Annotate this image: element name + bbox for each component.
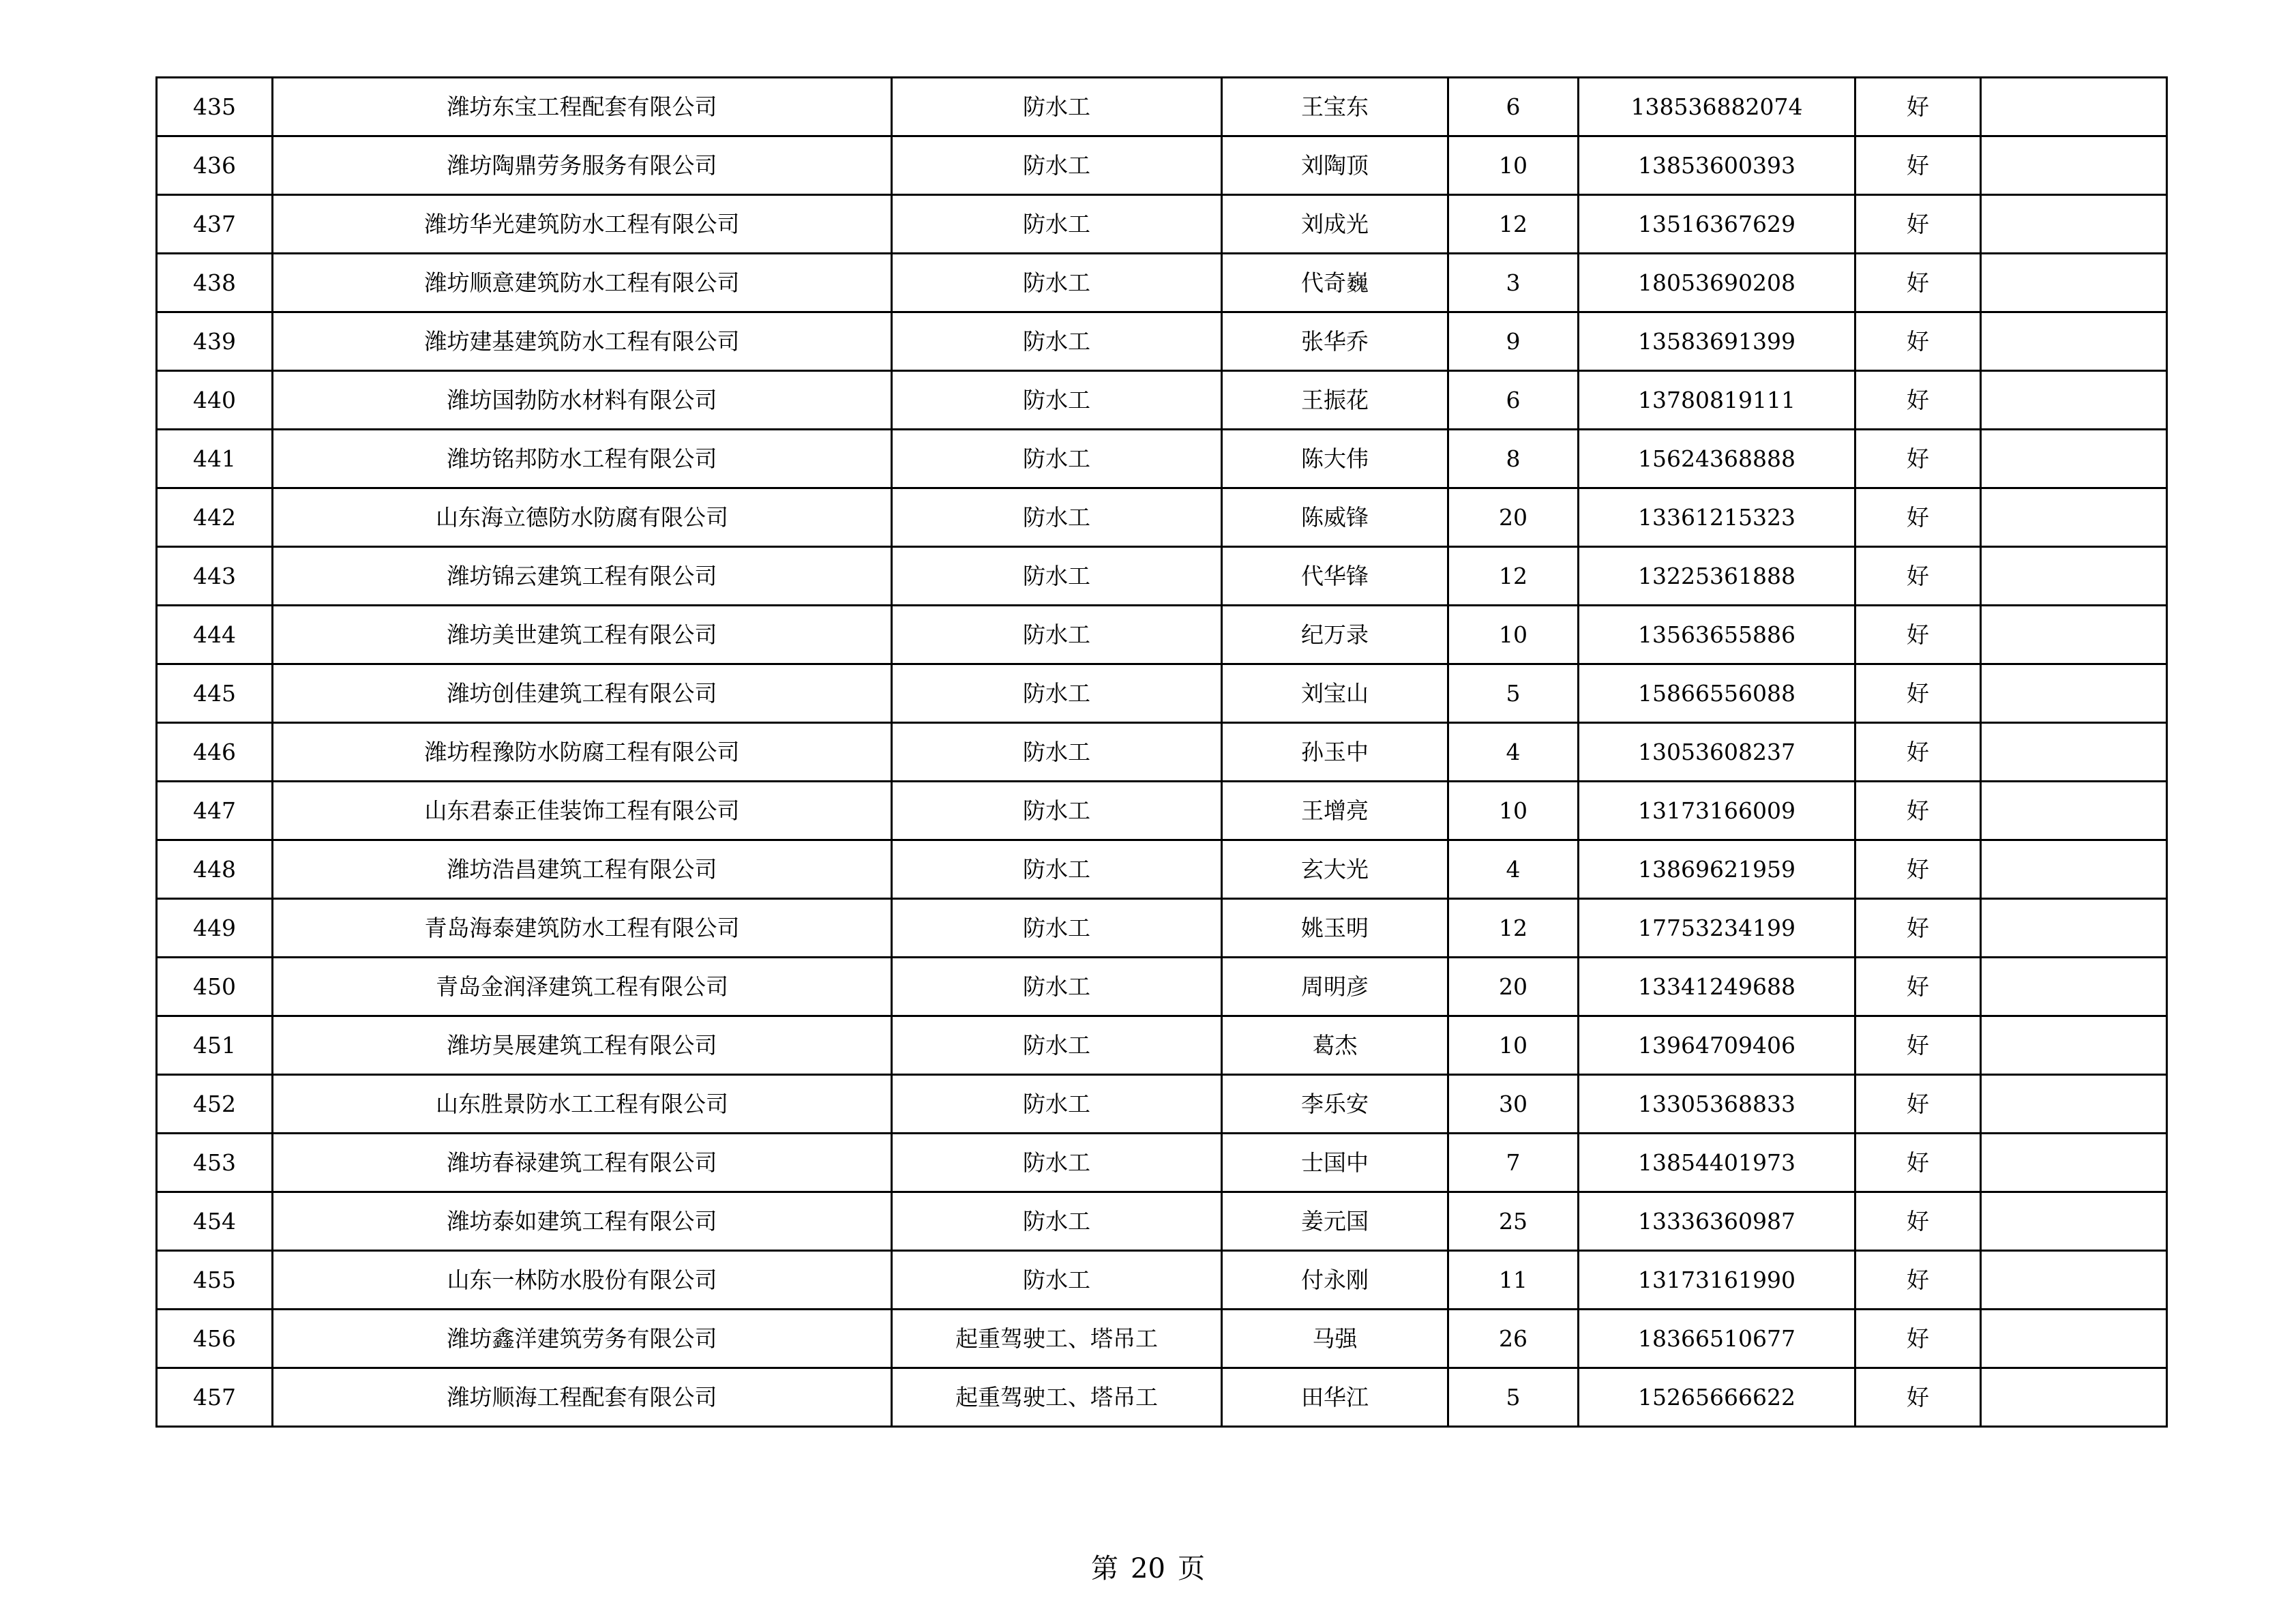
trade-cell: 防水工 <box>892 547 1222 606</box>
worker-count-cell: 30 <box>1448 1075 1579 1134</box>
contact-person-cell: 葛杰 <box>1222 1016 1448 1075</box>
company-name-cell: 潍坊东宝工程配套有限公司 <box>273 78 892 136</box>
table-row <box>157 899 2167 958</box>
contact-person-cell: 王振花 <box>1222 371 1448 430</box>
phone-cell: 13336360987 <box>1579 1192 1855 1251</box>
table-row <box>157 1016 2167 1075</box>
trade-cell: 防水工 <box>892 958 1222 1016</box>
rating-cell: 好 <box>1855 664 1981 723</box>
company-name-cell: 山东海立德防水防腐有限公司 <box>273 488 892 547</box>
worker-count-cell: 6 <box>1448 78 1579 136</box>
company-name-cell: 潍坊昊展建筑工程有限公司 <box>273 1016 892 1075</box>
phone-cell: 13869621959 <box>1579 840 1855 899</box>
page-footer-prefix: 第 <box>1091 1553 1119 1584</box>
company-name-cell: 潍坊浩昌建筑工程有限公司 <box>273 840 892 899</box>
rating-cell: 好 <box>1855 782 1981 840</box>
note-cell <box>1981 1251 2167 1310</box>
roster-table-body <box>157 78 2167 1427</box>
page-number: 20 <box>1131 1553 1165 1584</box>
note-cell <box>1981 1310 2167 1368</box>
trade-cell: 起重驾驶工、塔吊工 <box>892 1310 1222 1368</box>
rating-cell: 好 <box>1855 254 1981 312</box>
worker-count-cell: 10 <box>1448 782 1579 840</box>
rating-cell: 好 <box>1855 195 1981 254</box>
worker-count-cell: 10 <box>1448 136 1579 195</box>
table-row <box>157 1310 2167 1368</box>
row-number-cell: 454 <box>157 1192 273 1251</box>
trade-cell: 防水工 <box>892 1075 1222 1134</box>
row-number-cell: 456 <box>157 1310 273 1368</box>
contact-person-cell: 王宝东 <box>1222 78 1448 136</box>
table-row <box>157 254 2167 312</box>
table-row <box>157 1368 2167 1427</box>
company-name-cell: 潍坊鑫洋建筑劳务有限公司 <box>273 1310 892 1368</box>
row-number-cell: 435 <box>157 78 273 136</box>
rating-cell: 好 <box>1855 488 1981 547</box>
row-number-cell: 449 <box>157 899 273 958</box>
note-cell <box>1981 254 2167 312</box>
table-row <box>157 723 2167 782</box>
trade-cell: 防水工 <box>892 136 1222 195</box>
trade-cell: 防水工 <box>892 1134 1222 1192</box>
table-row <box>157 430 2167 488</box>
company-name-cell: 山东君泰正佳装饰工程有限公司 <box>273 782 892 840</box>
note-cell <box>1981 195 2167 254</box>
table-row <box>157 195 2167 254</box>
rating-cell: 好 <box>1855 1192 1981 1251</box>
worker-count-cell: 12 <box>1448 195 1579 254</box>
worker-count-cell: 12 <box>1448 547 1579 606</box>
note-cell <box>1981 1134 2167 1192</box>
contact-person-cell: 田华江 <box>1222 1368 1448 1427</box>
row-number-cell: 440 <box>157 371 273 430</box>
phone-cell: 13225361888 <box>1579 547 1855 606</box>
note-cell <box>1981 136 2167 195</box>
phone-cell: 13173161990 <box>1579 1251 1855 1310</box>
rating-cell: 好 <box>1855 1368 1981 1427</box>
row-number-cell: 438 <box>157 254 273 312</box>
row-number-cell: 446 <box>157 723 273 782</box>
table-row <box>157 488 2167 547</box>
phone-cell: 18366510677 <box>1579 1310 1855 1368</box>
trade-cell: 防水工 <box>892 664 1222 723</box>
contact-person-cell: 陈威锋 <box>1222 488 1448 547</box>
worker-count-cell: 25 <box>1448 1192 1579 1251</box>
row-number-cell: 437 <box>157 195 273 254</box>
page-footer-suffix: 页 <box>1177 1553 1205 1584</box>
table-row <box>157 371 2167 430</box>
company-name-cell: 潍坊锦云建筑工程有限公司 <box>273 547 892 606</box>
row-number-cell: 436 <box>157 136 273 195</box>
note-cell <box>1981 899 2167 958</box>
phone-cell: 13053608237 <box>1579 723 1855 782</box>
company-name-cell: 青岛金润泽建筑工程有限公司 <box>273 958 892 1016</box>
company-name-cell: 山东一林防水股份有限公司 <box>273 1251 892 1310</box>
contact-person-cell: 张华乔 <box>1222 312 1448 371</box>
trade-cell: 防水工 <box>892 78 1222 136</box>
contact-person-cell: 周明彦 <box>1222 958 1448 1016</box>
trade-cell: 防水工 <box>892 488 1222 547</box>
table-row <box>157 1134 2167 1192</box>
table-row <box>157 958 2167 1016</box>
note-cell <box>1981 430 2167 488</box>
trade-cell: 防水工 <box>892 606 1222 664</box>
trade-cell: 防水工 <box>892 723 1222 782</box>
company-name-cell: 潍坊程豫防水防腐工程有限公司 <box>273 723 892 782</box>
rating-cell: 好 <box>1855 1251 1981 1310</box>
note-cell <box>1981 1016 2167 1075</box>
worker-count-cell: 3 <box>1448 254 1579 312</box>
trade-cell: 防水工 <box>892 899 1222 958</box>
note-cell <box>1981 606 2167 664</box>
rating-cell: 好 <box>1855 1310 1981 1368</box>
contact-person-cell: 姚玉明 <box>1222 899 1448 958</box>
worker-count-cell: 5 <box>1448 664 1579 723</box>
rating-cell: 好 <box>1855 723 1981 782</box>
note-cell <box>1981 723 2167 782</box>
note-cell <box>1981 371 2167 430</box>
contact-person-cell: 刘成光 <box>1222 195 1448 254</box>
contact-person-cell: 纪万录 <box>1222 606 1448 664</box>
contact-person-cell: 付永刚 <box>1222 1251 1448 1310</box>
row-number-cell: 450 <box>157 958 273 1016</box>
worker-count-cell: 12 <box>1448 899 1579 958</box>
trade-cell: 防水工 <box>892 840 1222 899</box>
phone-cell: 13341249688 <box>1579 958 1855 1016</box>
phone-cell: 15624368888 <box>1579 430 1855 488</box>
row-number-cell: 442 <box>157 488 273 547</box>
company-name-cell: 潍坊铭邦防水工程有限公司 <box>273 430 892 488</box>
phone-cell: 13305368833 <box>1579 1075 1855 1134</box>
phone-cell: 13361215323 <box>1579 488 1855 547</box>
contact-person-cell: 代奇巍 <box>1222 254 1448 312</box>
rating-cell: 好 <box>1855 840 1981 899</box>
rating-cell: 好 <box>1855 312 1981 371</box>
company-name-cell: 青岛海泰建筑防水工程有限公司 <box>273 899 892 958</box>
rating-cell: 好 <box>1855 430 1981 488</box>
trade-cell: 防水工 <box>892 782 1222 840</box>
note-cell <box>1981 312 2167 371</box>
phone-cell: 13780819111 <box>1579 371 1855 430</box>
company-name-cell: 潍坊国勃防水材料有限公司 <box>273 371 892 430</box>
worker-count-cell: 10 <box>1448 606 1579 664</box>
rating-cell: 好 <box>1855 371 1981 430</box>
contact-person-cell: 代华锋 <box>1222 547 1448 606</box>
row-number-cell: 451 <box>157 1016 273 1075</box>
rating-cell: 好 <box>1855 958 1981 1016</box>
row-number-cell: 439 <box>157 312 273 371</box>
table-row <box>157 312 2167 371</box>
company-name-cell: 潍坊陶鼎劳务服务有限公司 <box>273 136 892 195</box>
phone-cell: 13173166009 <box>1579 782 1855 840</box>
note-cell <box>1981 1368 2167 1427</box>
note-cell <box>1981 547 2167 606</box>
trade-cell: 防水工 <box>892 1251 1222 1310</box>
rating-cell: 好 <box>1855 1075 1981 1134</box>
company-name-cell: 潍坊泰如建筑工程有限公司 <box>273 1192 892 1251</box>
table-row <box>157 1192 2167 1251</box>
phone-cell: 138536882074 <box>1579 78 1855 136</box>
trade-cell: 防水工 <box>892 254 1222 312</box>
row-number-cell: 452 <box>157 1075 273 1134</box>
phone-cell: 13516367629 <box>1579 195 1855 254</box>
table-row <box>157 78 2167 136</box>
contact-person-cell: 王增亮 <box>1222 782 1448 840</box>
page-footer <box>0 1547 2296 1586</box>
trade-cell: 防水工 <box>892 430 1222 488</box>
note-cell <box>1981 488 2167 547</box>
company-name-cell: 潍坊创佳建筑工程有限公司 <box>273 664 892 723</box>
phone-cell: 13563655886 <box>1579 606 1855 664</box>
trade-cell: 起重驾驶工、塔吊工 <box>892 1368 1222 1427</box>
worker-count-cell: 20 <box>1448 488 1579 547</box>
phone-cell: 13583691399 <box>1579 312 1855 371</box>
worker-count-cell: 26 <box>1448 1310 1579 1368</box>
note-cell <box>1981 664 2167 723</box>
worker-count-cell: 11 <box>1448 1251 1579 1310</box>
worker-count-cell: 5 <box>1448 1368 1579 1427</box>
worker-count-cell: 4 <box>1448 840 1579 899</box>
phone-cell: 13964709406 <box>1579 1016 1855 1075</box>
contact-person-cell: 李乐安 <box>1222 1075 1448 1134</box>
rating-cell: 好 <box>1855 547 1981 606</box>
note-cell <box>1981 78 2167 136</box>
contact-person-cell: 陈大伟 <box>1222 430 1448 488</box>
worker-count-cell: 7 <box>1448 1134 1579 1192</box>
phone-cell: 13853600393 <box>1579 136 1855 195</box>
contact-person-cell: 姜元国 <box>1222 1192 1448 1251</box>
note-cell <box>1981 840 2167 899</box>
phone-cell: 15265666622 <box>1579 1368 1855 1427</box>
trade-cell: 防水工 <box>892 371 1222 430</box>
row-number-cell: 447 <box>157 782 273 840</box>
rating-cell: 好 <box>1855 899 1981 958</box>
trade-cell: 防水工 <box>892 312 1222 371</box>
worker-count-cell: 20 <box>1448 958 1579 1016</box>
rating-cell: 好 <box>1855 78 1981 136</box>
worker-count-cell: 8 <box>1448 430 1579 488</box>
company-name-cell: 潍坊华光建筑防水工程有限公司 <box>273 195 892 254</box>
trade-cell: 防水工 <box>892 1192 1222 1251</box>
row-number-cell: 453 <box>157 1134 273 1192</box>
company-name-cell: 潍坊美世建筑工程有限公司 <box>273 606 892 664</box>
trade-cell: 防水工 <box>892 1016 1222 1075</box>
contact-person-cell: 刘陶顶 <box>1222 136 1448 195</box>
table-row <box>157 606 2167 664</box>
rating-cell: 好 <box>1855 606 1981 664</box>
company-name-cell: 潍坊顺海工程配套有限公司 <box>273 1368 892 1427</box>
table-row <box>157 840 2167 899</box>
note-cell <box>1981 1192 2167 1251</box>
row-number-cell: 448 <box>157 840 273 899</box>
table-row <box>157 664 2167 723</box>
contact-person-cell: 马强 <box>1222 1310 1448 1368</box>
worker-count-cell: 9 <box>1448 312 1579 371</box>
roster-table <box>155 76 2168 1428</box>
rating-cell: 好 <box>1855 1016 1981 1075</box>
company-name-cell: 潍坊春禄建筑工程有限公司 <box>273 1134 892 1192</box>
rating-cell: 好 <box>1855 1134 1981 1192</box>
row-number-cell: 443 <box>157 547 273 606</box>
row-number-cell: 455 <box>157 1251 273 1310</box>
note-cell <box>1981 958 2167 1016</box>
contact-person-cell: 孙玉中 <box>1222 723 1448 782</box>
row-number-cell: 441 <box>157 430 273 488</box>
trade-cell: 防水工 <box>892 195 1222 254</box>
table-row <box>157 782 2167 840</box>
row-number-cell: 445 <box>157 664 273 723</box>
phone-cell: 13854401973 <box>1579 1134 1855 1192</box>
contact-person-cell: 士国中 <box>1222 1134 1448 1192</box>
row-number-cell: 457 <box>157 1368 273 1427</box>
table-row <box>157 1075 2167 1134</box>
phone-cell: 18053690208 <box>1579 254 1855 312</box>
table-row <box>157 136 2167 195</box>
company-name-cell: 潍坊建基建筑防水工程有限公司 <box>273 312 892 371</box>
note-cell <box>1981 782 2167 840</box>
phone-cell: 17753234199 <box>1579 899 1855 958</box>
company-name-cell: 山东胜景防水工工程有限公司 <box>273 1075 892 1134</box>
phone-cell: 15866556088 <box>1579 664 1855 723</box>
row-number-cell: 444 <box>157 606 273 664</box>
contact-person-cell: 刘宝山 <box>1222 664 1448 723</box>
company-name-cell: 潍坊顺意建筑防水工程有限公司 <box>273 254 892 312</box>
worker-count-cell: 6 <box>1448 371 1579 430</box>
table-row <box>157 547 2167 606</box>
worker-count-cell: 10 <box>1448 1016 1579 1075</box>
contact-person-cell: 玄大光 <box>1222 840 1448 899</box>
rating-cell: 好 <box>1855 136 1981 195</box>
table-row <box>157 1251 2167 1310</box>
worker-count-cell: 4 <box>1448 723 1579 782</box>
note-cell <box>1981 1075 2167 1134</box>
